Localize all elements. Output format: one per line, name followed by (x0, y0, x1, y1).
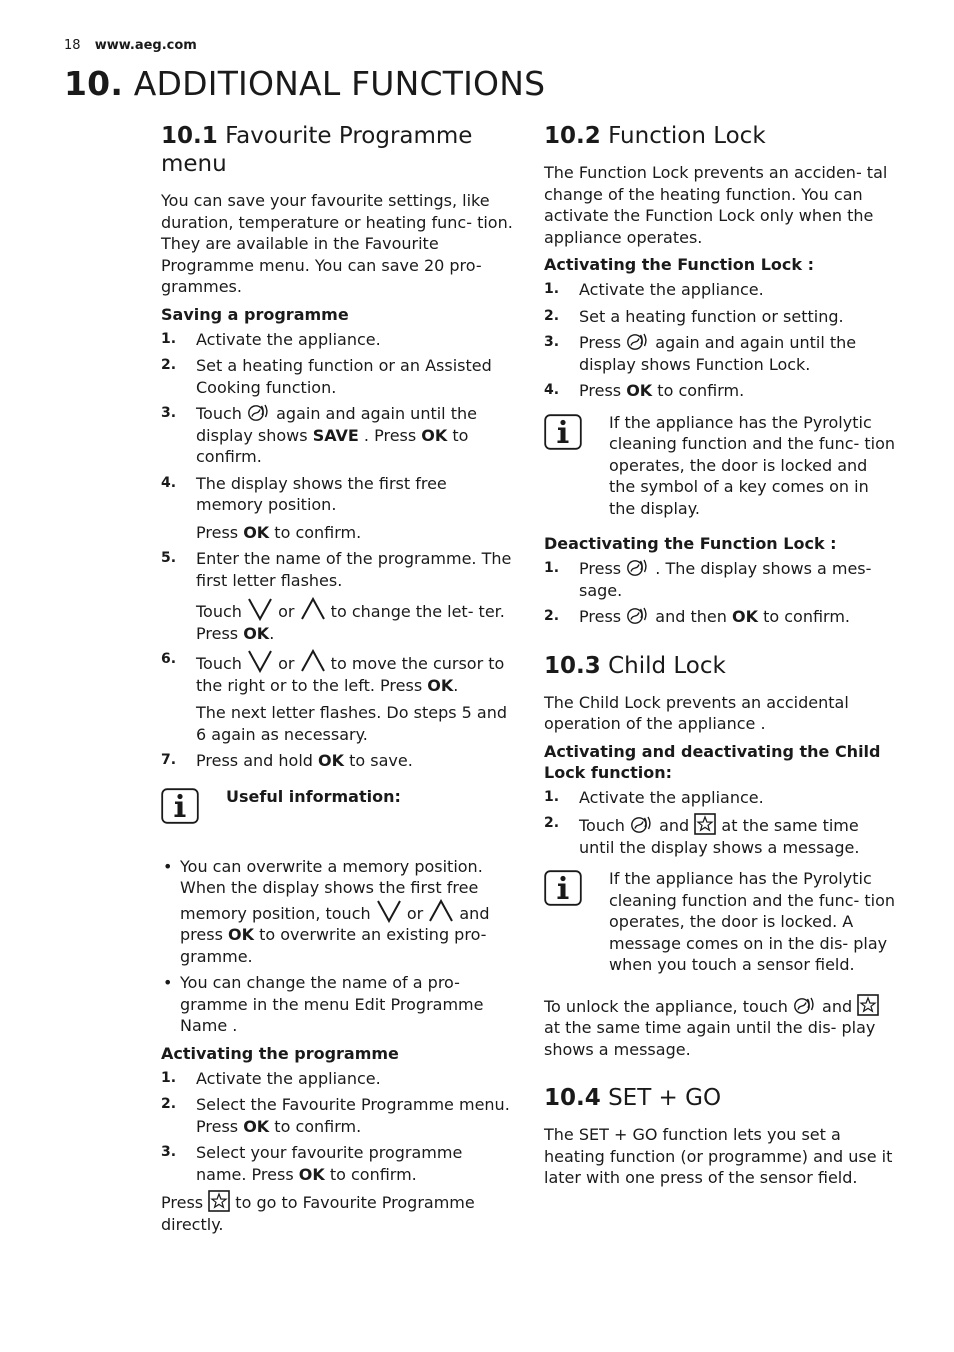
heating-function-icon (626, 558, 650, 578)
info-icon (544, 870, 582, 906)
activating-heading: Activating the programme (161, 1043, 399, 1063)
list-item: • You can overwrite a memory position. When the display shows the first free memory position, touch or and press OK to overwrite an existing pro- gramme. (163, 856, 490, 966)
list-item: 7. Press and hold OK to save. (161, 751, 413, 770)
heating-function-icon (793, 996, 817, 1016)
list-item: 2. Press and then OK to confirm. (544, 607, 850, 626)
child-lock-heading: Activating and deactivating the Child Lock function: (544, 741, 881, 782)
arrow-down-icon (247, 649, 273, 673)
heating-function-icon (626, 332, 650, 352)
list-item: 4. Press OK to confirm. (544, 381, 745, 400)
list-item: 3. Press again and again until the display shows Function Lock. (544, 333, 857, 374)
left-column (161, 122, 516, 1239)
list-item: 2. Set a heating function or an Assisted Cooking function. (161, 356, 492, 397)
list-item: • You can change the name of a pro- gramme in the menu Edit Programme Name . (163, 973, 484, 1035)
list-item: 3. Touch again and again until the display shows SAVE . Press OK to confirm. (161, 404, 477, 466)
activating-steps (161, 1068, 516, 1186)
activating-function-lock-heading: Activating the Function Lock : (544, 255, 814, 274)
right-column (544, 122, 898, 1193)
section-heading-set-go: 10.4 SET + GO (544, 1085, 722, 1111)
child-lock-note: If the appliance has the Pyrolytic cleaning function and the func- tion operates, the door is locked. A message comes on in the dis- play when you touch a sensor field. (544, 868, 898, 976)
info-icon (161, 788, 199, 824)
set-go-intro: The SET + GO function lets you set a heating function (or programme) and use it later with one press of the sensor field. (544, 1125, 893, 1187)
deactivating-function-lock-heading: Deactivating the Function Lock : (544, 534, 837, 553)
favourite-star-icon (694, 813, 716, 835)
list-item: 2. Touch and at the same time until the display shows a message. (544, 815, 860, 857)
heating-function-icon (630, 815, 654, 835)
heating-function-icon (247, 403, 271, 423)
list-item: 1. Activate the appliance. (544, 787, 764, 807)
page-number: 18 (64, 38, 81, 53)
child-lock-intro: The Child Lock prevents an accidental operation of the appliance . (544, 692, 849, 733)
function-lock-intro: The Function Lock prevents an acciden- tal change of the heating function. You can activate the Function Lock only when the appliance operates. (544, 163, 888, 247)
chapter-number: 10. (64, 64, 124, 103)
list-item: 1. Activate the appliance. (161, 1068, 381, 1088)
page-header (64, 38, 197, 53)
list-item: 2. Set a heating function or setting. (544, 306, 844, 326)
list-item: 1. Activate the appliance. (161, 329, 381, 349)
activating-function-lock-steps (544, 279, 898, 402)
info-icon (544, 414, 582, 450)
chapter-title (64, 64, 545, 103)
list-item: 6. Touch or to move the cursor to the right or to the left. Press OK. The next letter flashes. Do steps 5 and 6 again as necessary. (161, 651, 508, 744)
favourite-direct: Press to go to Favourite Programme directly. (161, 1190, 516, 1235)
favourite-star-icon (208, 1190, 230, 1212)
useful-info-note: Useful information: (161, 786, 516, 842)
arrow-up-icon (300, 597, 326, 621)
arrow-down-icon (376, 899, 402, 923)
arrow-up-icon (300, 649, 326, 673)
deactivating-function-lock-steps (544, 558, 898, 628)
list-item: 1. Press . The display shows a mes- sage. (544, 559, 872, 600)
chapter-title-text: ADDITIONAL FUNCTIONS (133, 64, 546, 103)
child-lock-steps (544, 787, 898, 859)
section-heading-child-lock: 10.3 Child Lock (544, 652, 726, 679)
section-heading-favourite: 10.1 Favourite Programme menu (161, 123, 473, 177)
saving-steps (161, 329, 516, 772)
website-link[interactable]: www.aeg.com (94, 38, 197, 53)
list-item: 4. The display shows the first free memory position. Press OK to confirm. (161, 473, 447, 542)
pyrolytic-note: If the appliance has the Pyrolytic cleaning function and the func- tion operates, the door is locked and the symbol of a key comes on in the display. (544, 412, 898, 520)
list-item: 2. Select the Favourite Programme menu. Press OK to confirm. (161, 1095, 510, 1136)
favourite-intro: You can save your favourite settings, like duration, temperature or heating func- tion. They are available in the Favourite Programme menu. You can save 20 pro- grammes. (161, 191, 513, 296)
saving-heading: Saving a programme (161, 304, 349, 324)
arrow-down-icon (247, 597, 273, 621)
useful-info-list (161, 856, 516, 1037)
arrow-up-icon (428, 899, 454, 923)
list-item: 5. Enter the name of the programme. The first letter flashes. Touch or to change the let- ter. Press OK. (161, 549, 512, 643)
list-item: 3. Select your favourite programme name. Press OK to confirm. (161, 1143, 463, 1184)
list-item: 1. Activate the appliance. (544, 280, 764, 299)
unlock-text: To unlock the appliance, touch and at the same time again until the dis- play shows a message. (544, 994, 898, 1061)
section-heading-function-lock: 10.2 Function Lock (544, 123, 766, 149)
favourite-star-icon (857, 994, 879, 1016)
heating-function-icon (626, 606, 650, 626)
